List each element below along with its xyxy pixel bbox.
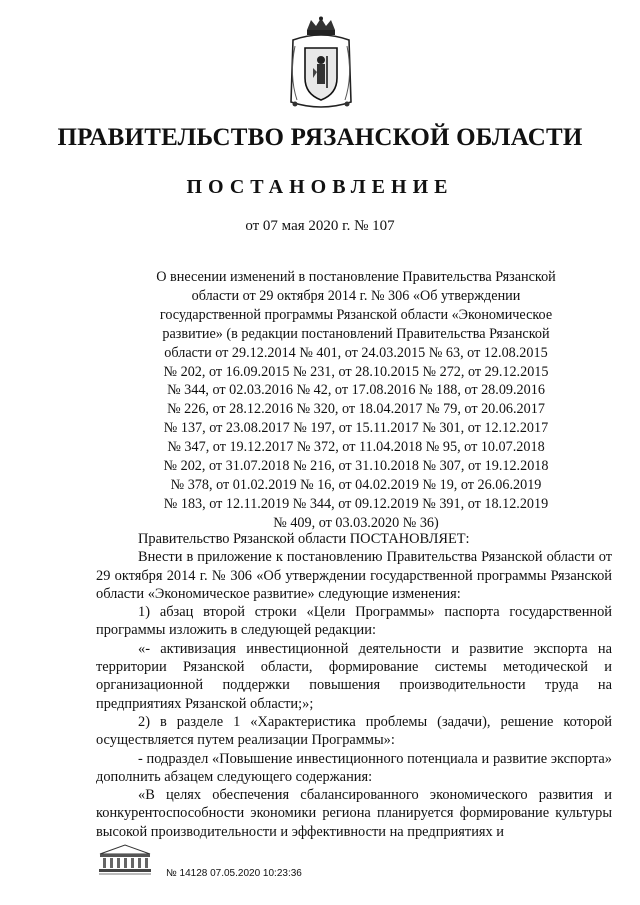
subject-line: О внесении изменений в постановление Правительства Рязанской	[156, 269, 556, 285]
document-date: от 07 мая 2020 г. № 107	[245, 218, 395, 234]
body-paragraph: - подраздел «Повышение инвестиционного потенциала и развитие экспорта» дополнить абзацем следующего содержания:	[96, 750, 612, 785]
subject-line: государственной программы Рязанской области «Экономическое	[159, 306, 553, 323]
government-title: ПРАВИТЕЛЬСТВО РЯЗАНСКОЙ ОБЛАСТИ	[57, 124, 583, 151]
coat-of-arms-icon	[285, 16, 357, 112]
body-paragraph: «- активизация инвестиционной деятельности и развитие экспорта на территории Рязанской области, формирование системы методической и организационной поддержки повышения производительности труда на предприятиях Рязанской области;»;	[96, 640, 612, 712]
subject-line: № 137, от 23.08.2017 № 197, от 15.11.2017 № 301, от 12.12.2017	[163, 420, 549, 437]
subject-line: области от 29 октября 2014 г. № 306 «Об утверждении	[191, 287, 521, 304]
government-building-stamp-icon	[96, 842, 154, 876]
subject-line: № 202, от 16.09.2015 № 231, от 28.10.2015 № 272, от 29.12.2015	[163, 363, 549, 380]
document-subject	[140, 268, 572, 533]
subject-line: № 378, от 01.02.2019 № 16, от 04.02.2019 № 19, от 26.06.2019	[170, 476, 542, 493]
registration-stamp: № 14128 07.05.2020 10:23:36	[166, 868, 302, 879]
subject-line: № 409, от 03.03.2020 № 36)	[273, 514, 439, 531]
body-paragraph: «В целях обеспечения сбалансированного экономического развития и конкурентоспособности экономики региона планируется формирование культуры высокой производительности и эффективности на предприятиях и	[96, 787, 612, 840]
subject-line: № 183, от 12.11.2019 № 344, от 09.12.2019 № 391, от 18.12.2019	[163, 495, 549, 512]
body-paragraph: 1) абзац второй строки «Цели Программы» паспорта государственной программы изложить в следующей редакции:	[96, 604, 612, 639]
body-paragraph: Правительство Рязанской области ПОСТАНОВЛЯЕТ:	[138, 531, 470, 547]
subject-line: развитие» (в редакции постановлений Правительства Рязанской	[162, 325, 550, 342]
subject-line: области от 29.12.2014 № 401, от 24.03.2015 № 63, от 12.08.2015	[164, 344, 548, 361]
body-paragraph: Внести в приложение к постановлению Правительства Рязанской области от 29 октября 2014 г. № 306 «Об утверждении государственной программы Рязанской области «Экономическое развитие» следующие изменения:	[96, 549, 612, 602]
document-body	[96, 530, 612, 841]
body-paragraph: 2) в разделе 1 «Характеристика проблемы (задачи), решение которой осуществляется путем реализации Программы»:	[96, 713, 612, 749]
footer	[96, 842, 356, 882]
subject-line: № 226, от 28.12.2016 № 320, от 18.04.2017 № 79, от 20.06.2017	[167, 401, 545, 418]
subject-line: № 202, от 31.07.2018 № 216, от 31.10.2018 № 307, от 19.12.2018	[163, 458, 549, 475]
subject-line: № 347, от 19.12.2017 № 372, от 11.04.2018 № 95, от 10.07.2018	[167, 439, 545, 456]
subject-line: № 344, от 02.03.2016 № 42, от 17.08.2016 № 188, от 28.09.2016	[167, 382, 545, 399]
document-type: ПОСТАНОВЛЕНИЕ	[186, 176, 454, 198]
